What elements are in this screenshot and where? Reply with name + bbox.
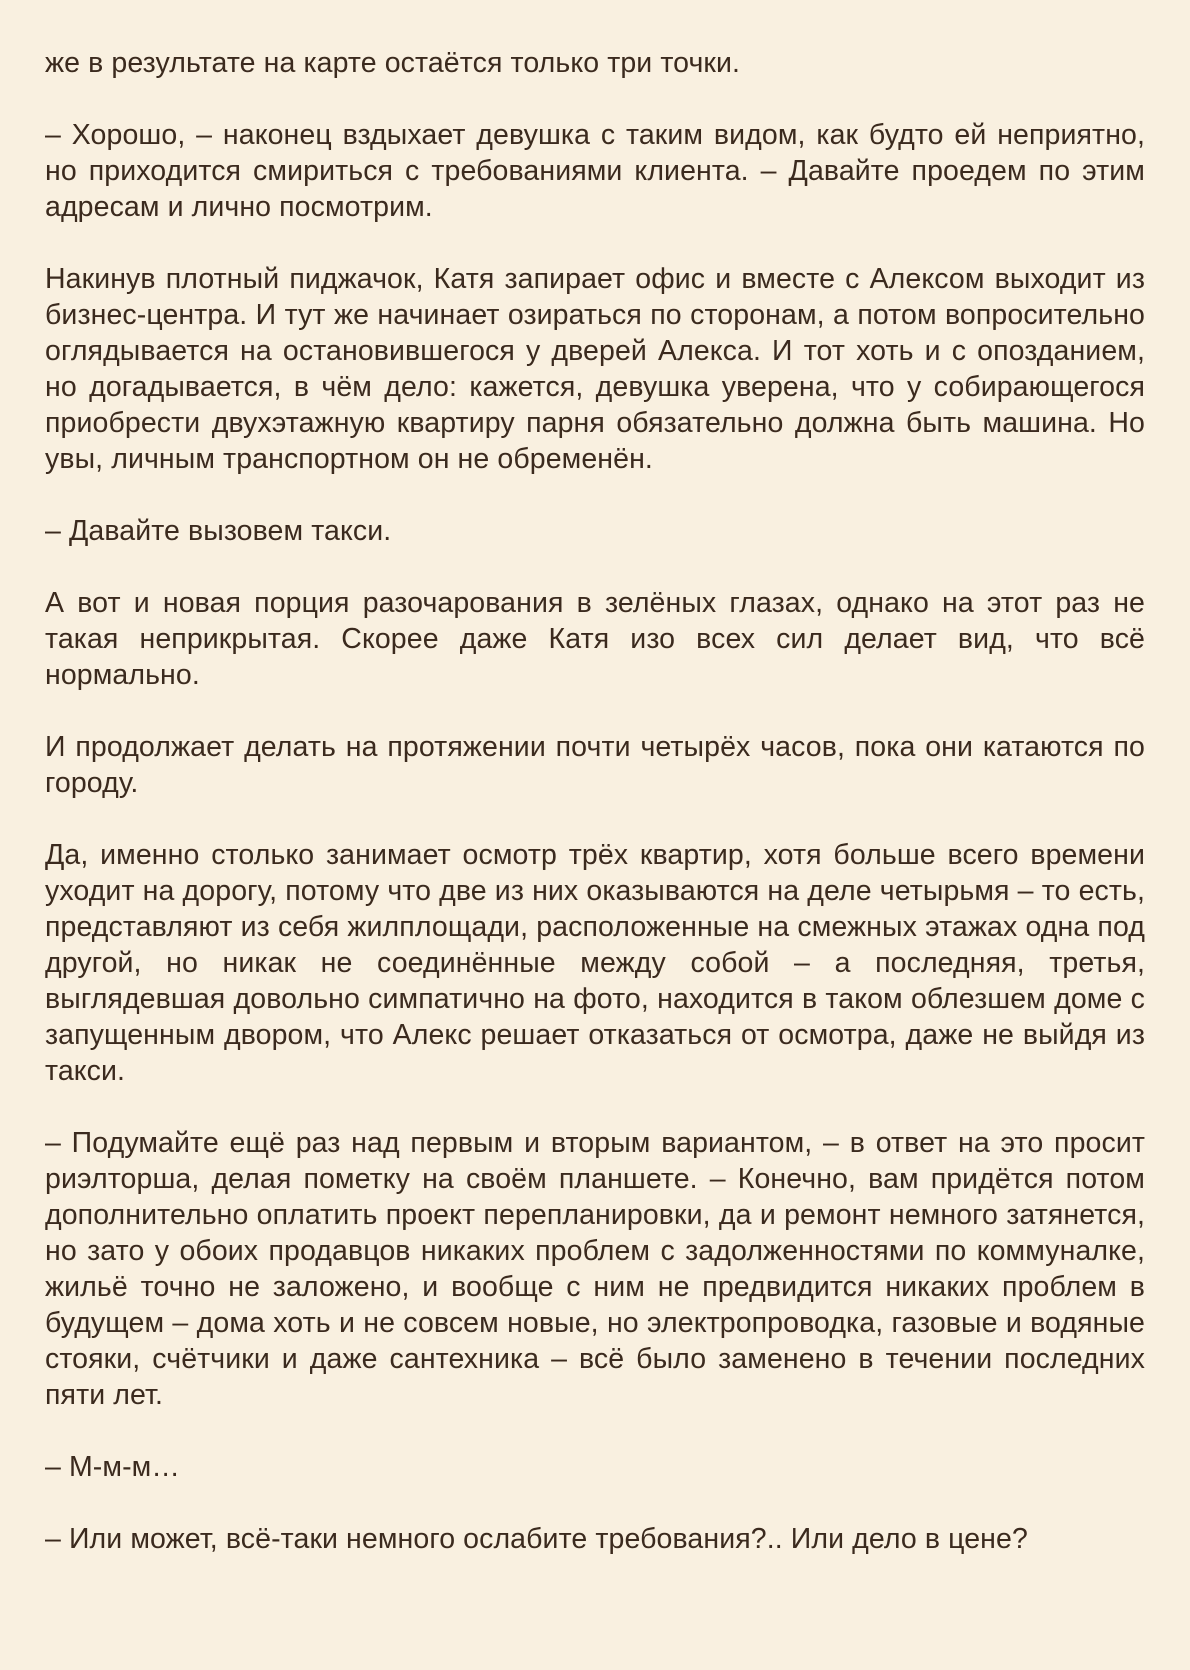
document-page [45,45,1145,1557]
paragraph-1: же в результате на карте остаётся только три точки. [45,47,741,79]
paragraph-3: Накинув плотный пиджачок, Катя запирает офис и вместе с Алексом выходит из бизнес-центра. И тут же начинает озираться по сторонам, а потом вопросительно оглядывается на остановившегося у дверей Алекса. И тот хоть и с опозданием, но догадывается, в чём дело: кажется, девушка уверена, что у собирающегося приобрести двухэтажную квартиру парня обязательно должна быть машина. Но увы, личным транспортном он не обременён. [45,263,1145,475]
paragraph-2: – Хорошо, – наконец вздыхает девушка с таким видом, как будто ей неприятно, но приходится смириться с требованиями клиента. – Давайте проедем по этим адресам и лично посмотрим. [45,119,1145,223]
paragraph-10: – Или может, всё-таки немного ослабите требования?.. Или дело в цене? [45,1523,1028,1555]
paragraph-8: – Подумайте ещё раз над первым и вторым вариантом, – в ответ на это просит риэлторша, делая пометку на своём планшете. – Конечно, вам придётся потом дополнительно оплатить проект перепланировки, да и ремонт немного затянется, но зато у обоих продавцов никаких проблем с задолженностями по коммуналке, жильё точно не заложено, и вообще с ним не предвидится никаких проблем в будущем – дома хоть и не совсем новые, но электропроводка, газовые и водяные стояки, счётчики и даже сантехника – всё было заменено в течении последних пяти лет. [45,1127,1145,1411]
paragraph-9: – М-м-м… [45,1451,180,1483]
paragraph-7: Да, именно столько занимает осмотр трёх квартир, хотя больше всего времени уходит на дорогу, потому что две из них оказываются на деле четырьмя – то есть, представляют из себя жилплощади, расположенные на смежных этажах одна под другой, но никак не соединённые между собой – а последняя, третья, выглядевшая довольно симпатично на фото, находится в таком облезшем доме с запущенным двором, что Алекс решает отказаться от осмотра, даже не выйдя из такси. [45,839,1145,1087]
paragraph-6: И продолжает делать на протяжении почти четырёх часов, пока они катаются по городу. [45,731,1145,799]
paragraph-4: – Давайте вызовем такси. [45,515,392,547]
paragraph-5: А вот и новая порция разочарования в зелёных глазах, однако на этот раз не такая неприкрытая. Скорее даже Катя изо всех сил делает вид, что всё нормально. [45,587,1145,691]
